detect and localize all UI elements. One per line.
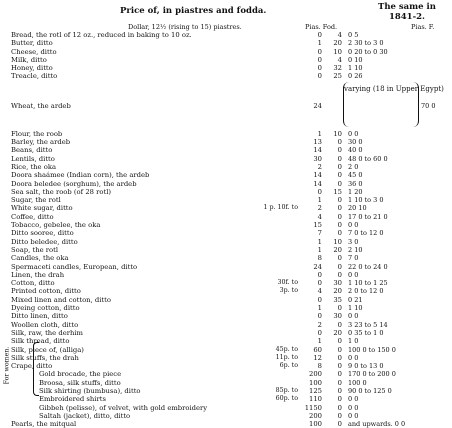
table-row	[0, 204, 452, 212]
row-fodda: 0	[337, 262, 342, 271]
row-fodda: 0	[337, 386, 342, 395]
row-piastres: 60	[313, 345, 322, 354]
row-price-1841: 0 5	[348, 31, 359, 39]
row-label: Silk shirting (bumbusa), ditto	[39, 386, 141, 395]
row-price-1841: 0 10	[348, 55, 363, 64]
price-rows	[0, 31, 452, 428]
row-fodda: 0	[337, 221, 342, 230]
row-fodda: 0	[337, 362, 342, 371]
row-fodda: 25	[333, 72, 342, 81]
row-price-1841: 0 0	[348, 221, 359, 230]
table-row	[0, 271, 452, 279]
row-piastres: 1	[317, 337, 322, 346]
row-label: Treacle, ditto	[11, 72, 58, 81]
row-label: Rice, the oka	[11, 162, 56, 171]
row-label: Gold brocade, the piece	[39, 370, 122, 379]
row-price-1841: 30 0	[348, 138, 363, 147]
row-label: Silk, raw, the derhim	[11, 328, 83, 337]
row-fodda: 0	[337, 212, 342, 221]
row-fodda: 0	[337, 179, 342, 188]
row-label: Doora beledee (sorghum), the ardeb	[11, 179, 137, 188]
row-fodda: 4	[337, 55, 342, 64]
row-label: Coffee, ditto	[11, 212, 54, 221]
table-row	[0, 312, 452, 320]
row-fodda: 0	[337, 196, 342, 205]
row-price-1841: 22 0 to 24 0	[348, 262, 388, 271]
row-piastres: 1	[317, 39, 322, 48]
row-fodda: 30	[333, 312, 342, 321]
table-row	[0, 321, 452, 329]
row-label: Cheese, ditto	[11, 47, 57, 56]
row-range-prefix: 1 p. 10f. to	[263, 204, 298, 212]
table-row	[0, 221, 452, 229]
row-range-prefix: 11p. to	[275, 353, 298, 361]
row-label: Mixed linen and cotton, ditto	[11, 295, 111, 304]
row-fodda: 35	[333, 295, 342, 304]
row-label: Bread, the rotl of 12 oz., reduced in baking to 10 oz.	[11, 31, 192, 39]
row-fodda: 10	[333, 237, 342, 246]
table-row	[0, 48, 452, 56]
row-fodda: 30	[333, 279, 342, 288]
row-fodda: 0	[337, 146, 342, 155]
row-price-1841: 45 0	[348, 171, 363, 180]
row-piastres: 1	[317, 237, 322, 246]
table-row	[0, 64, 452, 72]
table-row	[0, 354, 452, 362]
row-fodda: 0	[337, 370, 342, 379]
table-row	[0, 279, 452, 287]
row-price-1841: 3 23 to 5 14	[348, 320, 388, 329]
row-piastres: 2	[317, 204, 322, 213]
table-row	[0, 395, 452, 403]
row-piastres: 1150	[304, 403, 322, 412]
table-row	[0, 329, 452, 337]
row-label: Milk, ditto	[11, 55, 47, 64]
row-price-1841: 1 20	[348, 187, 363, 196]
row-piastres: 0	[317, 187, 322, 196]
row-piastres: 0	[317, 279, 322, 288]
row-price-1841: 2 0	[348, 162, 359, 171]
table-row	[0, 370, 452, 378]
row-label: Cotton, ditto	[11, 279, 55, 288]
row-piastres: 1	[317, 196, 322, 205]
row-range-prefix: 60p. to	[275, 395, 298, 403]
table-row	[0, 163, 452, 171]
row-piastres: 8	[317, 362, 322, 371]
row-piastres: 110	[309, 395, 322, 404]
row-piastres: 24	[313, 101, 322, 110]
row-range-prefix: 30f. to	[277, 279, 298, 287]
table-row	[0, 296, 452, 304]
row-piastres: 1	[317, 245, 322, 254]
row-fodda: 0	[337, 320, 342, 329]
row-price-1841: 20 10	[348, 204, 367, 213]
row-piastres: 125	[309, 386, 322, 395]
table-row	[0, 420, 452, 428]
row-piastres: 0	[317, 295, 322, 304]
row-fodda: 0	[337, 254, 342, 263]
row-fodda: 0	[337, 270, 342, 279]
row-fodda: 0	[337, 162, 342, 171]
row-price-1841: 0 21	[348, 295, 363, 304]
table-row	[0, 412, 452, 420]
table-row	[0, 188, 452, 196]
row-piastres: 0	[317, 31, 322, 39]
row-price-1841: 40 0	[348, 146, 363, 155]
row-piastres: 13	[313, 138, 322, 147]
row-price-1841: and upwards. 0 0	[348, 420, 406, 428]
table-row	[0, 379, 452, 387]
row-price-1841: 0 0	[348, 270, 359, 279]
row-fodda: 20	[333, 245, 342, 254]
row-fodda: 0	[337, 229, 342, 238]
row-fodda: 0	[337, 304, 342, 313]
table-row	[0, 81, 452, 130]
row-price-1841: 1 10 to 3 0	[348, 196, 384, 205]
row-price-1841: 70 0	[421, 101, 436, 110]
row-fodda: 0	[337, 411, 342, 420]
row-range-prefix: 45p. to	[275, 345, 298, 353]
row-piastres: 2	[317, 162, 322, 171]
row-fodda: 0	[337, 395, 342, 404]
row-piastres: 200	[309, 411, 322, 420]
row-price-1841: 2 0 to 12 0	[348, 287, 384, 296]
row-piastres: 0	[317, 312, 322, 321]
row-fodda: 4	[337, 31, 342, 39]
women-brace	[33, 342, 39, 396]
row-piastres: 0	[317, 328, 322, 337]
table-row	[0, 130, 452, 138]
table-row	[0, 229, 452, 237]
table-row	[0, 213, 452, 221]
row-label: Silk thread, ditto	[11, 337, 70, 346]
row-fodda: 10	[333, 47, 342, 56]
row-fodda: 0	[337, 138, 342, 147]
row-price-1841: 0 0	[348, 403, 359, 412]
row-label: Silk stuffs, the drah	[11, 353, 79, 362]
row-label: Sugar, the rotl	[11, 196, 61, 205]
row-price-1841: 0 0	[348, 411, 359, 420]
row-price-1841: 1 10	[348, 304, 363, 313]
row-label: Crape, ditto	[11, 362, 53, 371]
row-label: Flour, the roob	[11, 129, 63, 138]
row-piastres: 200	[309, 370, 322, 379]
row-label: Honey, ditto	[11, 64, 53, 73]
row-price-1841: 90 0 to 125 0	[348, 386, 392, 395]
row-label: Beans, ditto	[11, 146, 53, 155]
right-title-line2: 1841-2.	[388, 12, 425, 22]
row-range-prefix: 3p. to	[279, 287, 298, 295]
row-label: Ditto linen, ditto	[11, 312, 68, 321]
row-piastres: 2	[317, 320, 322, 329]
table-row	[0, 287, 452, 295]
row-price-1841: 2 10	[348, 245, 363, 254]
table-row	[0, 146, 452, 154]
table-row	[0, 196, 452, 204]
row-note: varying (18 in Upper Egypt)	[343, 82, 419, 127]
row-fodda: 10	[333, 129, 342, 138]
row-label: Pearls, the mitqual	[11, 420, 77, 428]
right-column-title	[378, 2, 436, 22]
row-piastres: 30	[313, 154, 322, 163]
row-label: Spermaceti candles, European, ditto	[11, 262, 138, 271]
row-piastres: 100	[309, 378, 322, 387]
row-label: Woollen cloth, ditto	[11, 320, 79, 329]
piastres-fodda-header-right: Pias. F.	[411, 23, 435, 31]
row-price-1841: 17 0 to 21 0	[348, 212, 388, 221]
row-range-prefix: 85p. to	[275, 386, 298, 394]
row-label: Candles, the oka	[11, 254, 69, 263]
table-row	[0, 155, 452, 163]
table-row	[0, 246, 452, 254]
row-piastres: 0	[317, 47, 322, 56]
row-price-1841: 1 10	[348, 64, 363, 73]
row-label: Soap, the rotl	[11, 245, 59, 254]
row-piastres: 1	[317, 129, 322, 138]
row-label: Lentils, ditto	[11, 154, 55, 163]
row-piastres: 14	[313, 171, 322, 180]
row-fodda: 0	[337, 171, 342, 180]
row-fodda: 0	[337, 403, 342, 412]
table-row	[0, 238, 452, 246]
table-row	[0, 254, 452, 262]
row-fodda: 0	[337, 337, 342, 346]
row-piastres: 8	[317, 254, 322, 263]
row-price-1841: 7 0 to 12 0	[348, 229, 384, 238]
table-row	[0, 56, 452, 64]
row-label: Sea salt, the roob (of 28 rotl)	[11, 187, 112, 196]
table-row	[0, 404, 452, 412]
row-price-1841: 36 0	[348, 179, 363, 188]
row-label: Ditto sooree, ditto	[11, 229, 74, 238]
row-price-1841: 0 26	[348, 72, 363, 81]
row-piastres: 4	[317, 287, 322, 296]
row-label: Broosa, silk stuffs, ditto	[39, 378, 121, 387]
row-piastres: 12	[313, 353, 322, 362]
row-label: Printed cotton, ditto	[11, 287, 81, 296]
row-label: Embroidered shirts	[39, 395, 106, 404]
row-price-1841: 0 0	[348, 353, 359, 362]
table-row	[0, 337, 452, 345]
row-price-1841: 2 30 to 3 0	[348, 39, 384, 48]
table-title: Price of, in piastres and fodda.	[120, 6, 267, 16]
row-label: Tobacco, gebelee, the oka	[11, 221, 101, 230]
row-range-prefix: 6p. to	[279, 362, 298, 370]
row-piastres: 24	[313, 262, 322, 271]
row-piastres: 0	[317, 64, 322, 73]
row-fodda: 20	[333, 328, 342, 337]
row-price-1841: 7 0	[348, 254, 359, 263]
piastres-fodda-header: Pias. Fod.	[305, 23, 338, 31]
row-piastres: 100	[309, 420, 322, 428]
row-price-1841: 0 35 to 1 0	[348, 328, 384, 337]
table-row	[0, 180, 452, 188]
row-piastres: 0	[317, 270, 322, 279]
row-label: Silk, piece of, (alliga)	[11, 345, 84, 354]
row-price-1841: 0 0	[348, 312, 359, 321]
row-fodda: 0	[337, 420, 342, 428]
row-fodda: 0	[337, 345, 342, 354]
table-row	[0, 39, 452, 47]
row-piastres: 0	[317, 72, 322, 81]
table-row	[0, 31, 452, 39]
row-price-1841: 0 20 to 0 30	[348, 47, 388, 56]
row-label: Barley, the ardeb	[11, 138, 71, 147]
row-price-1841: 0 0	[348, 395, 359, 404]
row-price-1841: 1 10 to 1 25	[348, 279, 388, 288]
row-piastres: 15	[313, 221, 322, 230]
row-label: Doora shaámee (Indian corn), the ardeb	[11, 171, 150, 180]
table-row	[0, 263, 452, 271]
row-fodda: 15	[333, 187, 342, 196]
row-price-1841: 3 0	[348, 237, 359, 246]
row-fodda: 32	[333, 64, 342, 73]
row-price-1841: 9 0 to 13 0	[348, 362, 384, 371]
row-label: Wheat, the ardeb	[11, 101, 71, 110]
row-label: Ditto beledee, ditto	[11, 237, 78, 246]
table-row	[0, 304, 452, 312]
row-piastres: 14	[313, 146, 322, 155]
row-fodda: 20	[333, 39, 342, 48]
row-price-1841: 0 0	[348, 129, 359, 138]
row-price-1841: 170 0 to 200 0	[348, 370, 396, 379]
row-label: Gibbeh (pelisse), of velvet, with gold embroidery	[39, 403, 208, 412]
table-row	[0, 362, 452, 370]
row-label: Saltah (jacket), ditto, ditto	[39, 411, 131, 420]
table-row	[0, 171, 452, 179]
row-piastres: 1	[317, 304, 322, 313]
row-label: Linen, the drah	[11, 270, 65, 279]
table-row	[0, 387, 452, 395]
row-price-1841: 100 0 to 150 0	[348, 345, 396, 354]
dollar-note: Dollar, 12½ (rising to 15) piastres.	[128, 23, 242, 31]
row-fodda: 0	[337, 154, 342, 163]
right-title-line1: The same in	[378, 2, 436, 12]
table-row	[0, 346, 452, 354]
row-piastres: 7	[317, 229, 322, 238]
row-fodda: 0	[337, 353, 342, 362]
row-label: Butter, ditto	[11, 39, 53, 48]
row-piastres: 0	[317, 55, 322, 64]
row-fodda: 20	[333, 287, 342, 296]
row-fodda: 0	[337, 378, 342, 387]
row-price-1841: 48 0 to 60 0	[348, 154, 388, 163]
row-piastres: 4	[317, 212, 322, 221]
row-price-1841: 1 0	[348, 337, 359, 346]
row-label: White sugar, ditto	[11, 204, 73, 213]
women-label-block	[0, 340, 10, 394]
table-row	[0, 72, 452, 80]
row-label: Dyeing cotton, ditto	[11, 304, 80, 313]
table-row	[0, 138, 452, 146]
row-piastres: 14	[313, 179, 322, 188]
row-price-1841: 100 0	[348, 378, 367, 387]
women-label: For women.	[3, 346, 11, 385]
row-fodda: 0	[337, 204, 342, 213]
